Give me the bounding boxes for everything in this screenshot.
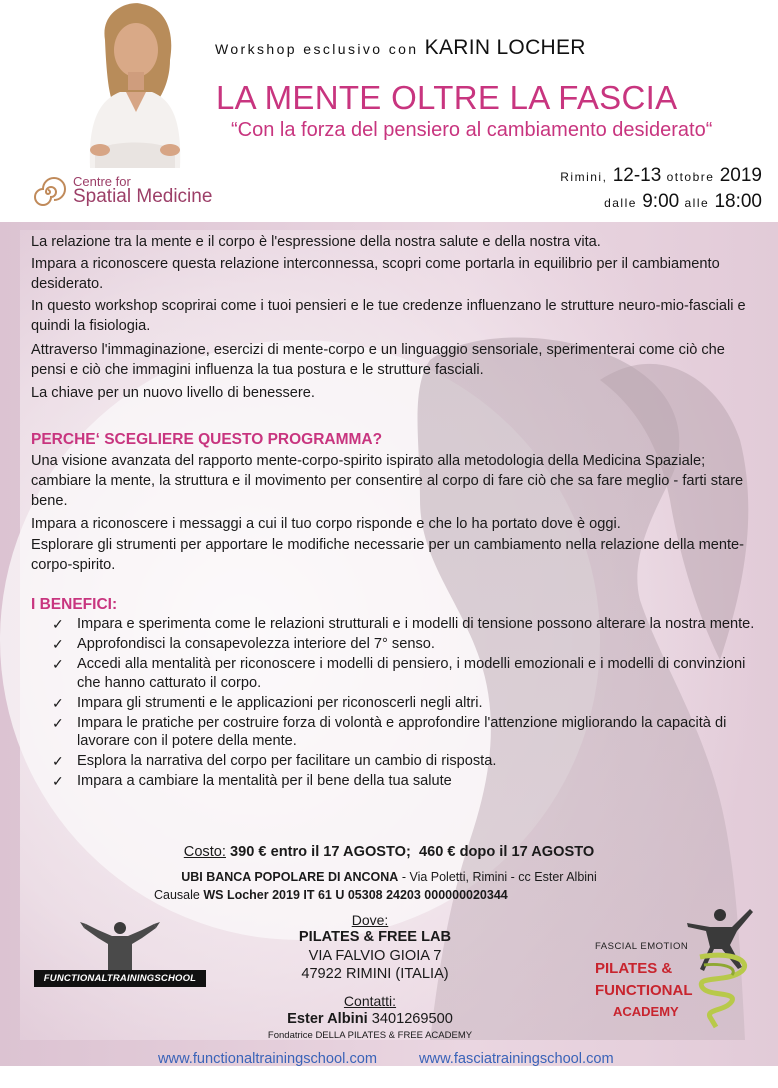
- venue-label-text: Dove:: [351, 912, 389, 928]
- checkmark-icon: ✓: [52, 636, 64, 652]
- event-date: [476, 165, 762, 187]
- centre-line2: Spatial Medicine: [73, 186, 213, 207]
- bank-name: UBI BANCA POPOLARE DI ANCONA: [181, 870, 399, 884]
- venue-address: VIA FALVIO GIOIA 7: [308, 948, 442, 964]
- functional-training-school-logo: [34, 918, 206, 990]
- event-year: 2019: [719, 165, 762, 186]
- fascial-emotion-logo: [592, 905, 762, 1030]
- causale-line: [154, 888, 508, 902]
- list-item: [52, 615, 762, 634]
- intro-paragraph-5: La chiave per un nuovo livello di benessere.: [31, 385, 315, 401]
- why-heading: PERCHE‘ SCEGLIERE QUESTO PROGRAMMA?: [31, 431, 383, 448]
- event-time: [476, 191, 762, 213]
- spiral-icon: [30, 174, 66, 210]
- list-item: [52, 772, 762, 791]
- contact-role: Fondatrice DELLA PILATES & FREE ACADEMY: [267, 1030, 473, 1041]
- intro-paragraph-2: Impara a riconoscere questa relazione interconnessa, scopri come portarla in equilibrio per il cambiamento desiderato.: [31, 256, 720, 292]
- contact-name: Ester Albini: [287, 1011, 368, 1027]
- benefits-list: [52, 615, 762, 792]
- website-link-fascial[interactable]: www.fasciatrainingschool.com: [419, 1051, 614, 1067]
- causale-value: WS Locher 2019 IT 61 U 05308 24203 000000020344: [203, 888, 508, 902]
- checkmark-icon: ✓: [52, 656, 64, 672]
- benefit-text: Accedi alla mentalità per riconoscere i modelli di pensiero, i modelli emozionali e i modelli di convinzioni che hanno catturato il corpo.: [77, 656, 746, 691]
- venue-name: PILATES & FREE LAB: [298, 929, 452, 945]
- cost-label: Costo:: [183, 844, 226, 860]
- benefit-text: Impara gli strumenti e le applicazioni per riconoscerli negli altri.: [77, 694, 483, 711]
- venue-city: 47922 RIMINI (ITALIA): [301, 966, 449, 982]
- intro-paragraph-3: In questo workshop scoprirai come i tuoi pensieri e le tue credenze influenzano le strutture neuro-mio-fasciali e quindi la fisiologia.: [31, 298, 746, 334]
- contacts-label-text: Contatti:: [343, 993, 397, 1009]
- cost-late: 460 € dopo il 17 AGOSTO: [419, 844, 595, 860]
- list-item: [52, 694, 762, 713]
- checkmark-icon: ✓: [52, 773, 64, 789]
- why-paragraph-2: Impara a riconoscere i messaggi a cui il tuo corpo risponde e che lo ha portato dove è oggi.: [31, 516, 621, 532]
- bank-detail: - Via Poletti, Rimini - cc Ester Albini: [398, 870, 597, 884]
- workshop-prefix: Workshop esclusivo con: [215, 41, 419, 57]
- from-word: dalle: [604, 196, 637, 210]
- list-item: [52, 635, 762, 654]
- fe-line4: ACADEMY: [613, 1004, 679, 1019]
- benefit-text: Impara a cambiare la mentalità per il bene della tua salute: [77, 773, 452, 789]
- website-link-functional[interactable]: www.functionaltrainingschool.com: [158, 1051, 378, 1067]
- checkmark-icon: ✓: [52, 694, 64, 711]
- fe-line2: PILATES &: [595, 960, 673, 977]
- to-word: alle: [684, 196, 710, 210]
- intro-paragraph-1: La relazione tra la mente e il corpo è l'espressione della nostra salute e della nostra vita.: [31, 234, 601, 250]
- checkmark-icon: ✓: [52, 616, 64, 632]
- fe-line1: FASCIAL EMOTION: [595, 941, 689, 952]
- page-title: LA MENTE OLTRE LA FASCIA: [216, 79, 678, 116]
- centre-line1: Centre for: [73, 174, 131, 189]
- event-city: Rimini,: [560, 170, 608, 184]
- benefits-heading: I BENEFICI:: [31, 596, 118, 613]
- athlete-figure-icon: [34, 918, 206, 972]
- intro-paragraph-4: Attraverso l'immaginazione, esercizi di mente-corpo e un linguaggio sensoriale, sperimenterai come ciò che pensi e ciò che immagini influenza la tua postura e le strutture fasciali.: [31, 342, 725, 378]
- benefit-text: Impara e sperimenta come le relazioni strutturali e i modelli di tensione possono alterare la nostra mente.: [77, 616, 755, 632]
- why-paragraph-1: Una visione avanzata del rapporto mente-corpo-spirito ispirato alla metodologia della Medicina Spaziale; cambiare la mente, la struttura e il movimento per consentire al corpo di fare ciò che sa fare meglio - farti stare bene.: [31, 453, 744, 509]
- contact-phone[interactable]: 3401269500: [367, 1011, 453, 1027]
- presenter-photo: [70, 0, 198, 168]
- cost-early: 390 € entro il 17 AGOSTO;: [230, 844, 411, 860]
- fts-banner: FUNCTIONALTRAININGSCHOOL: [34, 970, 206, 987]
- list-item: [52, 714, 762, 751]
- centre-spatial-medicine-logo: [30, 172, 220, 212]
- list-item: [52, 655, 762, 692]
- checkmark-icon: ✓: [52, 753, 64, 769]
- why-paragraph-3: Esplorare gli strumenti per apportare le modifiche necessarie per un cambiamento nella relazione della mente-corpo-spirito.: [31, 537, 745, 573]
- workshop-line: [215, 36, 735, 60]
- time-start: 9:00: [642, 191, 680, 212]
- page-subtitle: “Con la forza del pensiero al cambiamento desiderato“: [231, 119, 713, 141]
- benefit-text: Approfondisci la consapevolezza interiore del 7° senso.: [77, 636, 435, 652]
- event-month: ottobre: [666, 170, 715, 184]
- presenter-name: KARIN LOCHER: [424, 36, 586, 59]
- benefit-text: Esplora la narrativa del corpo per facilitare un cambio di risposta.: [77, 753, 497, 769]
- benefit-text: Impara le pratiche per costruire forza di volontà e approfondire l'attenzione migliorando la capacità di lavorare con il potere della mente.: [77, 714, 727, 749]
- fe-line3: FUNCTIONAL: [595, 982, 693, 999]
- causale-label: Causale: [154, 888, 204, 902]
- list-item: [52, 752, 762, 771]
- bank-line: [0, 870, 778, 884]
- checkmark-icon: ✓: [52, 714, 64, 731]
- cost-line: [0, 844, 778, 860]
- event-days: 12-13: [612, 165, 662, 186]
- time-end: 18:00: [714, 191, 762, 212]
